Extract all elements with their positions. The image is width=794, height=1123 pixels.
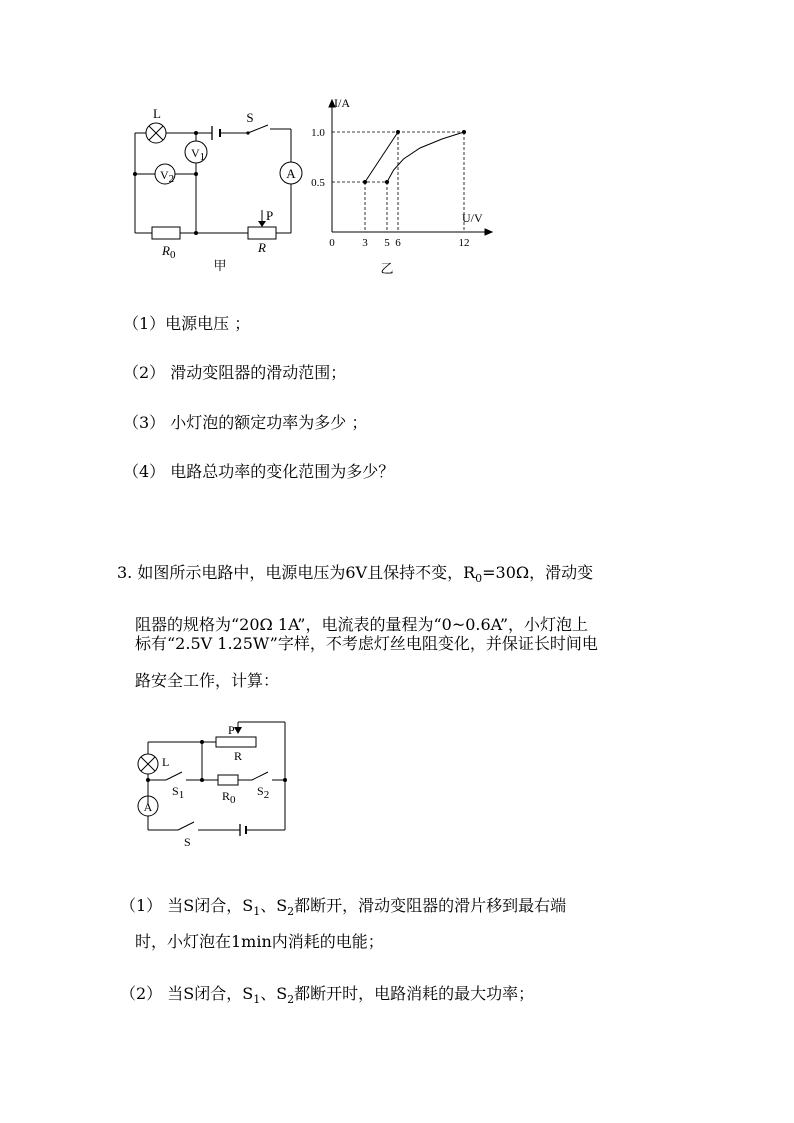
svg-text:R0 [222, 789, 236, 806]
lamp-label: L [153, 106, 161, 121]
r0-letter: R [162, 243, 170, 258]
q3-item-2-s2: 2 [287, 993, 295, 1007]
q3-line-1-sub: 0 [475, 572, 483, 586]
x-tick-label: 3 [362, 237, 368, 249]
data-point [462, 130, 466, 134]
q3-item-1-line-2: 时，小灯泡在1min内消耗的电能； [135, 932, 384, 951]
q3-item-1-s2: 2 [287, 905, 295, 919]
q3-item-2-s1: 1 [253, 993, 261, 1007]
voltmeter1-sub: 1 [199, 151, 206, 163]
q3-item-1-line-1 [120, 895, 566, 923]
q3-lamp-label: L [162, 755, 170, 769]
q3-s1-sub: 1 [178, 789, 185, 801]
q3-item-1-s1: 1 [253, 905, 261, 919]
x-tick-label: 12 [458, 237, 470, 249]
q3-slider-label: P [228, 723, 235, 737]
q2-item-2: （2） 滑动变阻器的滑动范围； [123, 363, 347, 382]
q3-item-1-b: 、S [260, 896, 288, 915]
voltmeter2-sub: 2 [168, 173, 175, 185]
x-tick-label: 0 [329, 237, 335, 249]
rheostat-label: R [258, 240, 266, 255]
q3-item-1-c: 都断开，滑动变阻器的滑片移到最右端 [294, 896, 567, 915]
svg-text:S2 [257, 784, 269, 801]
q3-rheostat-label: R [233, 749, 243, 763]
circuit-diagram-q3 [130, 718, 300, 858]
q3-item-2-b: 、S [260, 984, 288, 1003]
voltmeter1-letter: V [191, 146, 200, 160]
slider-label: P [266, 208, 274, 223]
svg-text:R0 [161, 243, 176, 261]
q3-line-1-b: =30Ω，滑动变 [482, 563, 594, 582]
y-tick-label: 1.0 [311, 127, 325, 139]
q2-item-1: （1）电源电压 ； [123, 314, 251, 333]
x-tick-label: 6 [395, 237, 401, 249]
q3-ammeter-label: A [143, 800, 153, 814]
circuit-labels-jia [153, 106, 296, 273]
data-point [396, 130, 400, 134]
q3-line-3: 标有“2.5V 1.25W”字样，不考虑灯丝电阻变化，并保证长时间电 [135, 634, 598, 653]
q3-item-2-c: 都断开时，电路消耗的最大功率； [294, 984, 535, 1003]
r0-sub: 0 [169, 249, 176, 261]
x-axis-arrow [485, 229, 492, 235]
circuit-diagram-jia [120, 100, 320, 280]
q3-s1-letter: S [172, 784, 179, 798]
q3-s2-letter: S [257, 784, 264, 798]
switch-label: S [246, 110, 254, 125]
series-straight [365, 132, 398, 182]
q3-main-switch-label: S [184, 835, 191, 849]
data-point [385, 180, 389, 184]
svg-text:S1 [172, 784, 184, 801]
svg-text:V1 [191, 146, 205, 163]
series-curve [387, 132, 464, 182]
x-tick-label: 5 [384, 237, 390, 249]
x-axis-label: U/V [462, 211, 483, 225]
y-axis-label: I/A [334, 96, 350, 110]
figure-caption-jia: 甲 [213, 258, 227, 273]
q3-line-1-a: 3. 如图所示电路中，电源电压为6V且保持不变，R [117, 563, 476, 582]
svg-text:V2 [160, 168, 174, 185]
q3-r0-sub: 0 [230, 794, 236, 806]
q3-line-4: 路安全工作，计算： [135, 671, 280, 690]
q2-item-3: （3） 小灯泡的额定功率为多少 ； [123, 413, 368, 432]
iu-chart [311, 95, 500, 280]
q3-s2-sub: 2 [263, 789, 270, 801]
q3-line-2: 阻器的规格为“20Ω 1A”，电流表的量程为“0~0.6A”，小灯泡上 [135, 615, 589, 634]
y-tick-label: 0.5 [311, 177, 325, 189]
q3-r0-letter: R [222, 789, 231, 803]
voltmeter2-letter: V [160, 168, 169, 182]
q3-line-1 [117, 562, 593, 590]
q3-item-2 [120, 983, 534, 1011]
figure-caption-yi: 乙 [380, 261, 394, 276]
ammeter-label: A [286, 166, 296, 181]
q3-item-2-a: （2） 当S闭合，S [120, 984, 254, 1003]
q2-item-4: （4） 电路总功率的变化范围为多少？ [123, 462, 395, 481]
q3-item-1-a: （1） 当S闭合，S [120, 896, 254, 915]
data-point [363, 180, 367, 184]
